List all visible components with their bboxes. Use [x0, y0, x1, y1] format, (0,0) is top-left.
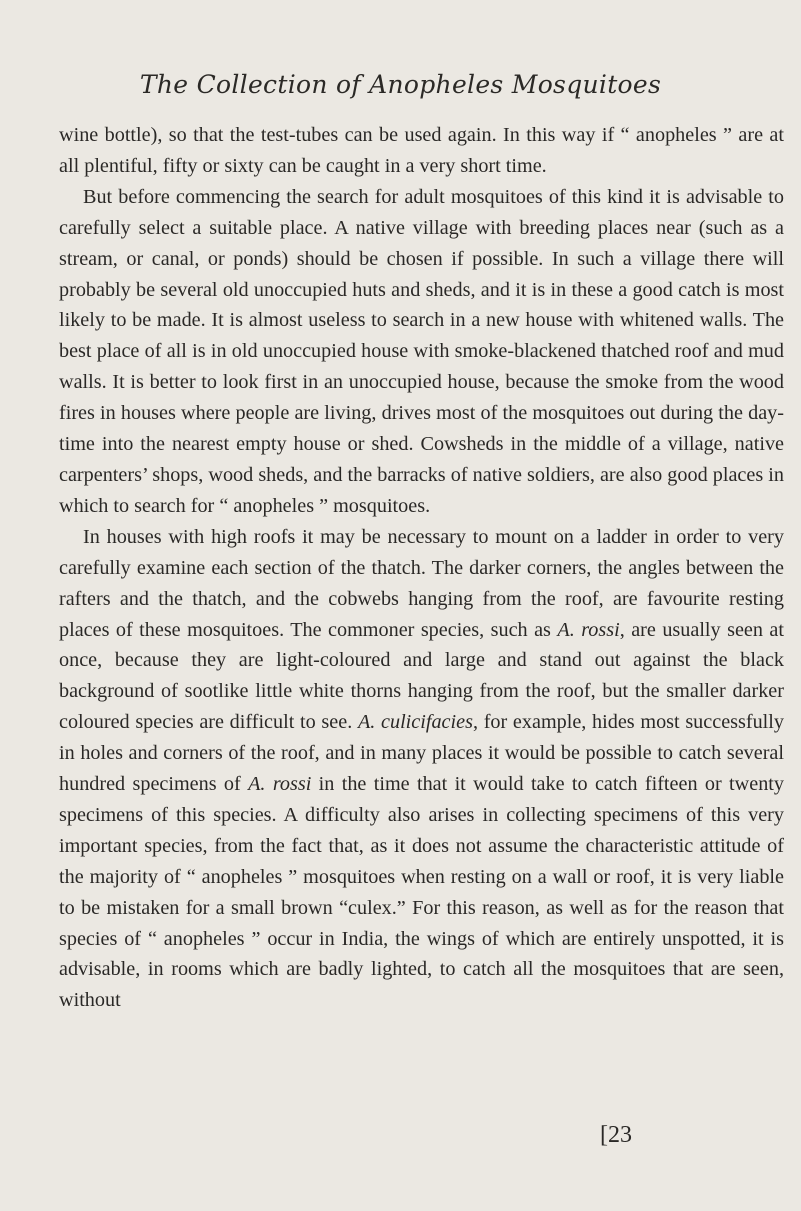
paragraph-text: in the time that it would take to catch fifteen or twenty specimens of this species. A difficulty also arises in collecting specimens of this very important species, from the fact that, as it does not assume the characteristic attitude of the majority of “ anopheles ” mosquitoes when resting on a wall or roof, it is very liable to be mistaken for a small brown “culex.” For this reason, as well as for the reason that species of “ anopheles ” occur in India, the wings of which are entirely unspotted, it is advisable, in rooms which are badly lighted, to catch all the mosquitoes that are seen, without	[59, 773, 784, 1012]
running-head: The Collection of Anopheles Mosquitoes	[139, 70, 662, 99]
species-name: A. culicifacies	[357, 711, 473, 734]
paragraph-text: In houses with high roofs it may be necessary to mount on a ladder in order to very carefully examine each section of the thatch. The darker corners, the angles between the rafters and the thatch, and the cobwebs hanging from the roof, are favourite resting places of these mosquitoes. The commoner species, such as	[59, 525, 784, 641]
page-number: [23	[600, 1122, 632, 1148]
paragraph	[59, 182, 784, 522]
paragraph-text: , are usually seen at once, because they are light-coloured and large and stand out against the black background of sootlike little white thorns hanging from the roof, but the smaller darker coloured species are difficult to see.	[59, 618, 784, 734]
paragraph	[59, 120, 784, 182]
paragraph-text: wine bottle), so that the test-tubes can be used again. In this way if “ anopheles ” are at all plentiful, fifty or sixty can be caught in a very short time.	[59, 124, 784, 177]
species-name: A. rossi	[557, 618, 620, 641]
paragraph-text: , for example, hides most successfully in holes and corners of the roof, and in many places it would be possible to catch several hundred specimens of	[59, 711, 784, 796]
paragraph	[59, 522, 784, 1017]
body-text	[59, 120, 784, 1016]
paragraph-text: But before commencing the search for adult mosquitoes of this kind it is advisable to carefully select a suitable place. A native village with breeding places near (such as a stream, or canal, or ponds) should be chosen if possible. In such a village there will probably be several old unoccupied huts and sheds, and it is in these a good catch is most likely to be made. It is almost useless to search in a new house with whitened walls. The best place of all is in old unoccupied house with smoke-blackened thatched roof and mud walls. It is better to look first in an unoccupied house, because the smoke from the wood fires in houses where people are living, drives most of the mosquitoes out during the day-time into the nearest empty house or shed. Cowsheds in the middle of a village, native carpenters’ shops, wood sheds, and the barracks of native soldiers, are also good places in which to search for “ anopheles ” mosquitoes.	[59, 185, 784, 517]
species-name: A. rossi	[248, 773, 312, 796]
